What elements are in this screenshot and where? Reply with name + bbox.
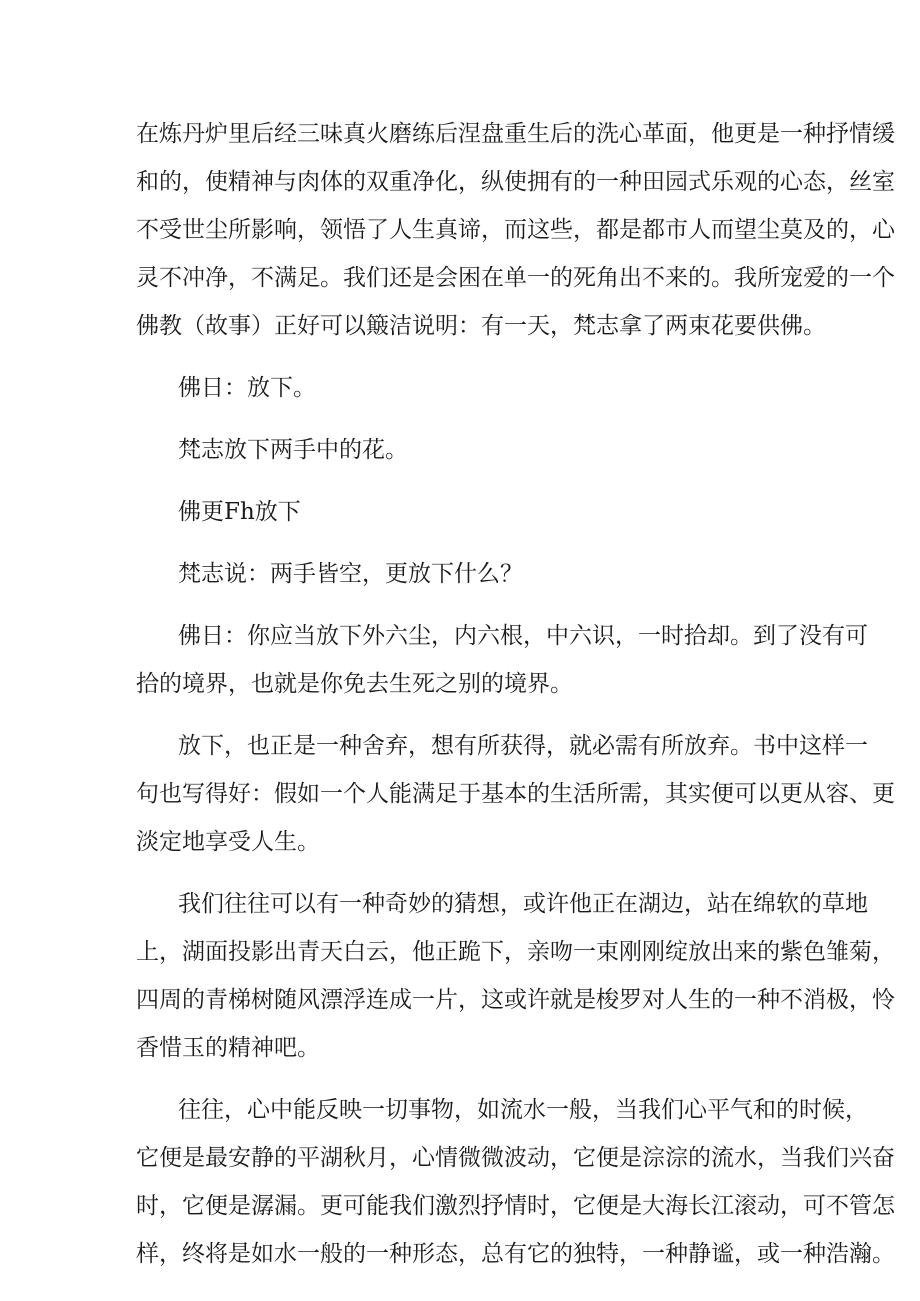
paragraph: [136, 722, 895, 866]
text-line: 我们往往可以有一种奇妙的猜想，或许他正在湖边，站在绵软的草地: [178, 891, 868, 917]
paragraph: [136, 426, 792, 474]
text-line: 不受世尘所影响，领悟了人生真谛，而这些，都是都市人而望尘莫及的，心: [136, 217, 895, 243]
text-line: 四周的青梯树随风漂浮连成一片，这或许就是梭罗对人生的一种不消极，怜: [136, 987, 895, 1013]
document-body: [136, 110, 895, 1278]
paragraph: [136, 550, 792, 598]
text-line: 往往，心中能反映一切事物，如流水一般，当我们心平气和的时候，: [178, 1097, 868, 1123]
text-line: 香惜玉的精神吧。: [136, 1035, 320, 1061]
paragraph: [136, 612, 868, 708]
text-line: 样，终将是如水一般的一种形态，总有它的独特，一种静谧，或一种浩瀚。: [136, 1241, 895, 1267]
text-line: 时，它便是潺漏。更可能我们激烈抒情时，它便是大海长江滚动，可不管怎: [136, 1193, 895, 1219]
text-line: 放下，也正是一种舍弃，想有所获得，就必需有所放弃。书中这样一: [178, 733, 868, 759]
text-line: 灵不冲净，不满足。我们还是会困在单一的死角出不来的。我所宠爱的一个: [136, 265, 895, 291]
text-line: 梵志放下两手中的花。: [178, 437, 408, 463]
text-line: 佛日：你应当放下外六尘，内六根，中六识，一时拾却。到了没有可: [178, 623, 868, 649]
text-line: 它便是最安静的平湖秋月，心情微微波动，它便是淙淙的流水，当我们兴奋: [136, 1145, 895, 1171]
text-line: 上，湖面投影出青天白云，他正跪下，亲吻一束刚刚绽放出来的紫色雏菊，: [136, 939, 895, 965]
paragraph: [136, 364, 792, 412]
paragraph: [136, 880, 895, 1072]
text-line: 佛教（故事）正好可以簸洁说明：有一天，梵志拿了两束花要供佛。: [136, 313, 826, 339]
text-line: 佛更Fh放下: [178, 499, 301, 525]
paragraph: [136, 110, 895, 350]
text-line: 梵志说：两手皆空，更放下什么？: [178, 561, 523, 587]
text-line: 淡定地享受人生。: [136, 829, 320, 855]
paragraph: [136, 488, 792, 536]
text-line: 句也写得好：假如一个人能满足于基本的生活所需，其实便可以更从容、更: [136, 781, 895, 807]
text-line: 在炼丹炉里后经三味真火磨练后涅盘重生后的洗心革面，他更是一种抒情缓: [136, 121, 895, 147]
text-line: 和的，使精神与肉体的双重净化，纵使拥有的一种田园式乐观的心态，丝室: [136, 169, 895, 195]
paragraph: [136, 1086, 895, 1278]
text-line: 佛日：放下。: [178, 375, 316, 401]
text-line: 拾的境界，也就是你免去生死之别的境界。: [136, 671, 573, 697]
